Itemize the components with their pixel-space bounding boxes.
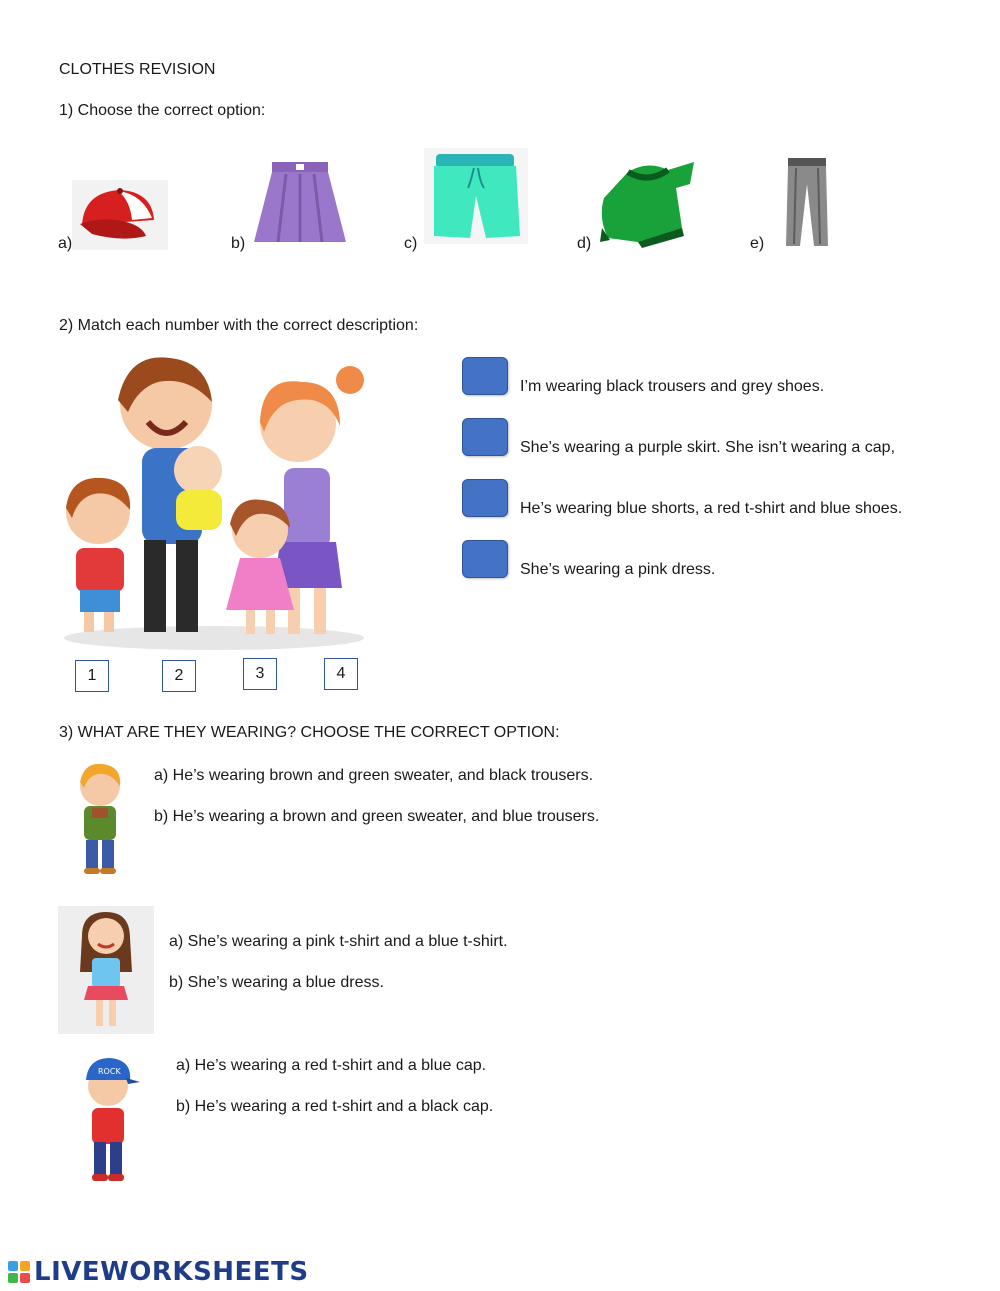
answer-dropbox-2[interactable] <box>462 418 508 456</box>
section2-heading: 2) Match each number with the correct description: <box>59 317 419 334</box>
q3-option-b[interactable]: b) He’s wearing a red t-shirt and a black cap. <box>176 1098 494 1115</box>
cap-logo-text: ROCK <box>98 1067 121 1076</box>
option-a-label: a) <box>58 235 73 252</box>
logo-blocks-icon <box>8 1261 30 1283</box>
match-description-4: She’s wearing a pink dress. <box>520 561 716 578</box>
option-c-label: c) <box>404 235 418 252</box>
skirt-icon <box>252 162 348 246</box>
answer-dropbox-3[interactable] <box>462 479 508 517</box>
cap-icon <box>72 180 168 250</box>
sweater-icon <box>598 158 698 248</box>
shorts-icon <box>424 148 528 244</box>
boy-cap-illustration <box>74 1054 140 1186</box>
family-illustration <box>58 352 370 652</box>
q3-option-a[interactable]: a) He’s wearing a red t-shirt and a blue cap. <box>176 1057 487 1074</box>
match-description-1: I’m wearing black trousers and grey shoes. <box>520 378 825 395</box>
section3-heading: 3) WHAT ARE THEY WEARING? CHOOSE THE CORRECT OPTION: <box>59 724 560 741</box>
number-box-2: 2 <box>162 660 196 692</box>
option-e-label: e) <box>750 235 765 252</box>
option-b-label: b) <box>231 235 246 252</box>
section1-heading: 1) Choose the correct option: <box>59 102 266 119</box>
logo-text: LIVEWORKSHEETS <box>34 1257 309 1287</box>
q1-option-b[interactable]: b) He’s wearing a brown and green sweater, and blue trousers. <box>154 808 600 825</box>
answer-dropbox-1[interactable] <box>462 357 508 395</box>
trousers-icon <box>784 158 830 250</box>
match-description-3: He’s wearing blue shorts, a red t-shirt and blue shoes. <box>520 500 903 517</box>
answer-dropbox-4[interactable] <box>462 540 508 578</box>
girl-dress-illustration <box>58 906 154 1034</box>
q2-option-a[interactable]: a) She’s wearing a pink t-shirt and a blue t-shirt. <box>169 933 508 950</box>
match-description-2: She’s wearing a purple skirt. She isn’t wearing a cap, <box>520 439 896 456</box>
option-d-label: d) <box>577 235 592 252</box>
worksheet-title: CLOTHES REVISION <box>59 61 216 78</box>
boy-sweater-illustration <box>58 760 142 878</box>
q1-option-a[interactable]: a) He’s wearing brown and green sweater, and black trousers. <box>154 767 594 784</box>
q2-option-b[interactable]: b) She’s wearing a blue dress. <box>169 974 384 991</box>
number-box-1: 1 <box>75 660 109 692</box>
number-box-3: 3 <box>243 658 277 690</box>
liveworksheets-logo[interactable] <box>8 1258 309 1286</box>
number-box-4: 4 <box>324 658 358 690</box>
